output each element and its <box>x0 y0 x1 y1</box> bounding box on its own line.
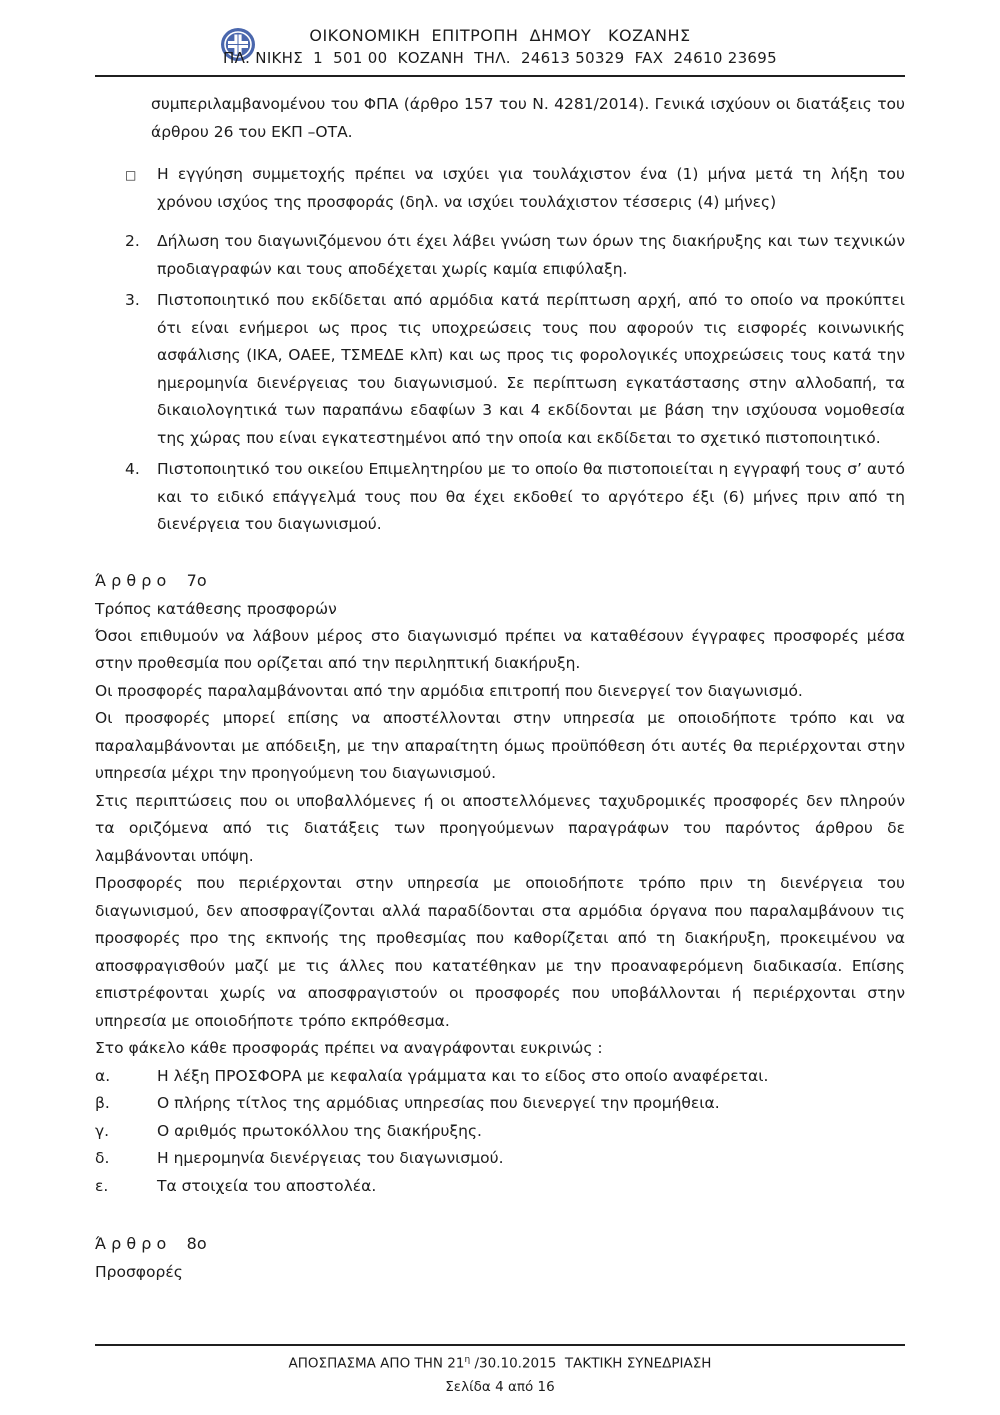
paragraph: Όσοι επιθυμούν να λάβουν μέρος στο διαγωνισμό πρέπει να καταθέσουν έγγραφες προσφορές μέσα στην προθεσμία που ορίζεται από την περιληπτική διακήρυξη. <box>95 626 905 672</box>
list-item-text: Πιστοποιητικό που εκδίδεται από αρμόδια κατά περίπτωση αρχή, από το οποίο να προκύπτει ότι είναι ενήμεροι ως προς τις υποχρεώσεις τους που αφορούν τις εισφορές κοινωνικής ασφάλισης (ΙΚΑ, ΟΑΕΕ, ΤΣΜΕΔΕ κλπ) και ως προς τις φορολογικές υποχρεώσεις τους κατά την ημερομηνία διενέργειας του διαγωνισμού. Σε περίπτωση εγκατάστασης στην αλλοδαπή, τα δικαιολογητικά των παραπάνω εδαφίων 3 και 4 εκδίδονται με βάση την ισχύουσα νομοθεσία της χώρας που είναι εγκατεστημένοι από την οποία και εκδίδεται το σχετικό πιστοποιητικό. <box>157 291 905 447</box>
square-bullet-icon: □ <box>125 168 137 182</box>
list-letter: α. <box>95 1066 111 1085</box>
lettered-list-item <box>95 1173 905 1201</box>
list-item-text: Τα στοιχεία του αποστολέα. <box>157 1176 377 1195</box>
lettered-list-item <box>95 1118 905 1146</box>
paragraph: Στις περιπτώσεις που οι υποβαλλόμενες ή οι αποστελλόμενες ταχυδρομικές προσφορές δεν πληρούν τα οριζόμενα από τις διατάξεις των προηγούμενων παραγράφων του παρόντος άρθρου δε λαμβάνονται υπόψη. <box>95 791 905 865</box>
list-number: 4. <box>125 460 140 478</box>
article-7-heading: Ά ρ θ ρ ο 7ο <box>95 570 207 590</box>
document-body <box>95 91 905 1286</box>
list-number: 2. <box>125 232 140 250</box>
footer-session-ordinal: η <box>464 1355 471 1365</box>
paragraph: Στο φάκελο κάθε προσφοράς πρέπει να αναγράφονται ευκρινώς : <box>95 1039 603 1057</box>
header-address-phone: ΠΛ. ΝΙΚΗΣ 1 501 00 ΚΟΖΑΝΗ ΤΗΛ. 24613 50329 FAX 24610 23695 <box>223 49 777 67</box>
list-item-text: Η ημερομηνία διενέργειας του διαγωνισμού. <box>157 1149 504 1167</box>
list-letter: ε. <box>95 1176 109 1195</box>
list-item-text: Ο αριθμός πρωτοκόλλου της διακήρυξης. <box>157 1121 482 1140</box>
list-item-text: Η λέξη ΠΡΟΣΦΟΡΑ με κεφαλαία γράμματα και το είδος στο οποίο αναφέρεται. <box>157 1066 769 1085</box>
list-letter: γ. <box>95 1121 110 1140</box>
footer-session-line <box>0 1349 1000 1376</box>
article-8-heading: Ά ρ θ ρ ο 8ο <box>95 1234 207 1253</box>
footer-session-suffix: /30.10.2015 ΤΑΚΤΙΚΗ ΣΥΝΕΔΡΙΑΣΗ <box>470 1355 712 1372</box>
paragraph: Προσφορές που περιέρχονται στην υπηρεσία με οποιοδήποτε τρόπο πριν τη διενέργεια του διαγωνισμού, δεν αποσφραγίζονται αλλά παραδίδονται στα αρμόδια όργανα που παραλαμβάνουν τις προσφορές προ της εκπνοής της προθεσμίας που καθορίζεται από τη διακήρυξη, προκειμένου να αποσφραγισθούν μαζί με τις άλλες που κατατέθηκαν με την προαναφερόμενη διαδικασία. Επίσης επιστρέφονται χωρίς να αποσφραγιστούν οι προσφορές που υποβάλλονται ή περιέρχονται στην υπηρεσία με οποιοδήποτε τρόπο εκπρόθεσμα. <box>95 874 905 1030</box>
footer-page-number: Σελίδα 4 από 16 <box>445 1378 555 1395</box>
document-header <box>0 24 1000 69</box>
intro-paragraph: συμπεριλαμβανομένου του ΦΠΑ (άρθρο 157 του Ν. 4281/2014). Γενικά ισχύουν οι διατάξεις του άρθρου 26 του ΕΚΠ –ΟΤΑ. <box>151 95 905 141</box>
paragraph: Οι προσφορές παραλαμβάνονται από την αρμόδια επιτροπή που διενεργεί τον διαγωνισμό. <box>95 681 803 700</box>
list-item-text: Δήλωση του διαγωνιζόμενου ότι έχει λάβει γνώση των όρων της διακήρυξης και των τεχνικών προδιαγραφών και τους αποδέχεται χωρίς καμία επιφύλαξη. <box>157 232 905 278</box>
lettered-list-item <box>95 1090 905 1118</box>
list-number: 3. <box>125 291 140 309</box>
lettered-list-item <box>95 1063 905 1091</box>
header-divider <box>95 75 905 77</box>
article-7-subtitle: Τρόπος κατάθεσης προσφορών <box>95 599 337 618</box>
list-letter: δ. <box>95 1149 110 1167</box>
list-letter: β. <box>95 1094 110 1112</box>
bullet-list-item <box>95 161 905 216</box>
bullet-item-text: Η εγγύηση συμμετοχής πρέπει να ισχύει για τουλάχιστον ένα (1) μήνα μετά τη λήξη του χρόνου ισχύος της προσφοράς (δηλ. να ισχύει τουλάχιστον τέσσερις (4) μήνες) <box>157 165 905 211</box>
list-item-text: Πιστοποιητικό του οικείου Επιμελητηρίου με το οποίο θα πιστοποιείται η εγγραφή τους σ’ αυτό και το ειδικό επάγγελμά τους που θα έχει εκδοθεί το αργότερο έξι (6) μήνες πριν από τη διενέργεια του διαγωνισμού. <box>157 460 905 533</box>
numbered-list-item <box>95 287 905 452</box>
document-footer <box>0 1349 1000 1399</box>
footer-divider <box>95 1344 905 1346</box>
header-org-name: ΟΙΚΟΝΟΜΙΚΗ ΕΠΙΤΡΟΠΗ ΔΗΜΟΥ ΚΟΖΑΝΗΣ <box>309 26 691 45</box>
footer-session-prefix: ΑΠΟΣΠΑΣΜΑ ΑΠΟ ΤΗΝ 21 <box>288 1355 465 1372</box>
article-8-subtitle: Προσφορές <box>95 1263 183 1281</box>
numbered-list-item <box>95 456 905 539</box>
paragraph: Οι προσφορές μπορεί επίσης να αποστέλλονται στην υπηρεσία με οποιοδήποτε τρόπο και να παραλαμβάνονται με απόδειξη, με την απαραίτητη όμως προϋπόθεση ότι αυτές θα περιέρχονται στην υπηρεσία μέχρι την προηγούμενη του διαγωνισμού. <box>95 709 905 782</box>
lettered-list-item <box>95 1145 905 1173</box>
list-item-text: Ο πλήρης τίτλος της αρμόδιας υπηρεσίας που διενεργεί την προμήθεια. <box>157 1094 720 1112</box>
numbered-list-item <box>95 228 905 283</box>
